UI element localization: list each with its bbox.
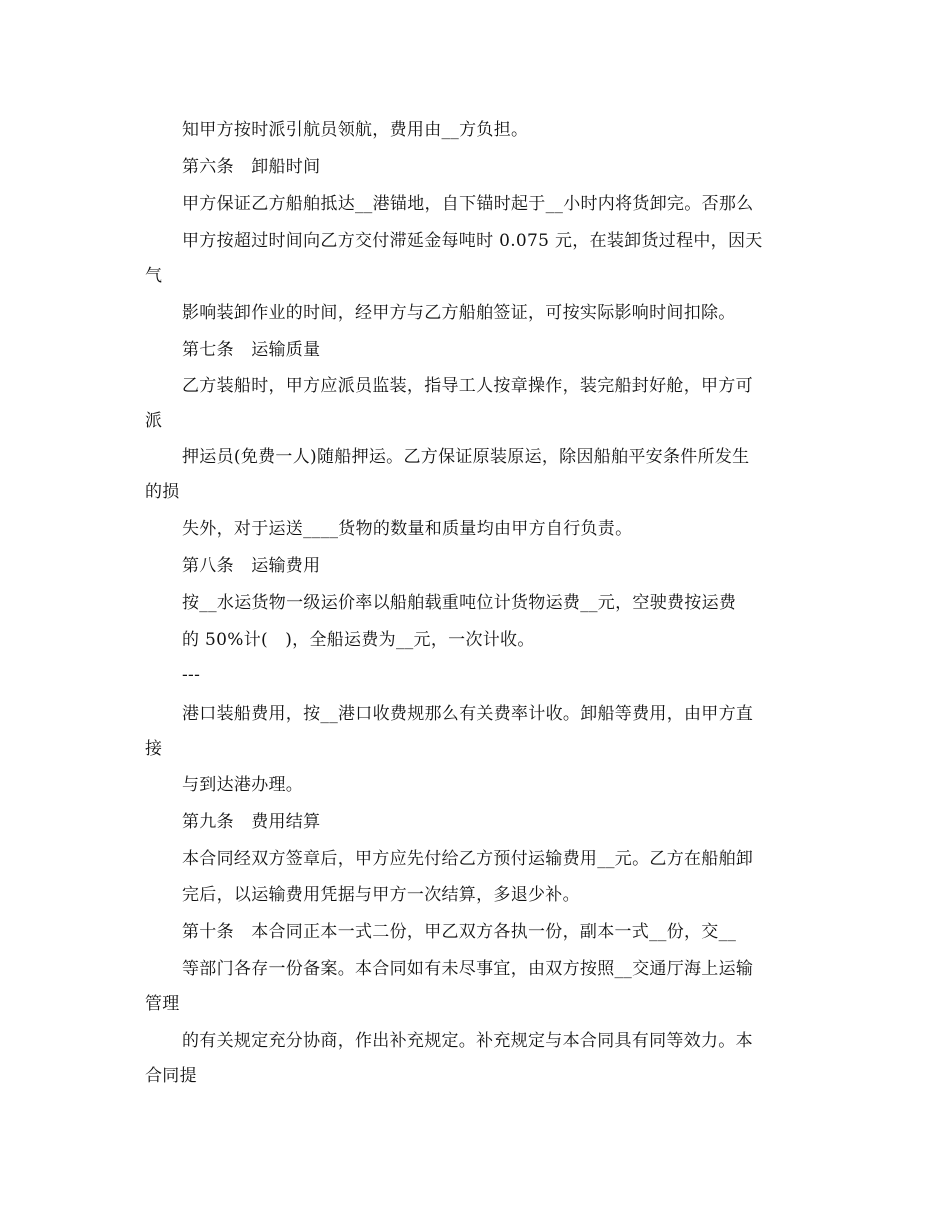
article-heading: 第八条 运输费用 bbox=[182, 556, 321, 576]
text-line-wrap: 合同提 bbox=[145, 1066, 197, 1086]
text-line: 知甲方按时派引航员领航，费用由__方负担。 bbox=[182, 120, 529, 140]
text-line: 的有关规定充分协商，作出补充规定。补充规定与本合同具有同等效力。本 bbox=[182, 1031, 753, 1051]
text-line: 乙方装船时，甲方应派员监装，指导工人按章操作，装完船封好舱，甲方可 bbox=[182, 376, 753, 396]
text-line: 本合同经双方签章后，甲方应先付给乙方预付运输费用__元。乙方在船舶卸 bbox=[182, 849, 754, 869]
text-line: 与到达港办理。 bbox=[182, 775, 304, 795]
text-line-wrap: 管理 bbox=[145, 994, 180, 1014]
text-line: 失外，对于运送____货物的数量和质量均由甲方自行负责。 bbox=[182, 519, 633, 539]
text-line-wrap: 的损 bbox=[145, 482, 180, 502]
text-line: 的 50%计( )，全船运费为__元，一次计收。 bbox=[182, 630, 535, 650]
text-line-wrap: 气 bbox=[145, 266, 163, 286]
text-line-wrap: 派 bbox=[145, 411, 163, 431]
text-line: 押运员(免费一人)随船押运。乙方保证原装原运，除因船舶平安条件所发生 bbox=[182, 447, 750, 467]
text-line: 甲方按超过时间向乙方交付滞延金每吨时 0.075 元，在装卸货过程中，因天 bbox=[182, 231, 763, 251]
separator-text: --- bbox=[182, 665, 201, 685]
text-line: 按__水运货物一级运价率以船舶载重吨位计货物运费__元，空驶费按运费 bbox=[182, 593, 737, 613]
text-line: 甲方保证乙方船舶抵达__港锚地，自下锚时起于__小时内将货卸完。否那么 bbox=[182, 194, 754, 214]
text-line: 完后，以运输费用凭据与甲方一次结算，多退少补。 bbox=[182, 885, 580, 905]
article-heading: 第六条 卸船时间 bbox=[182, 157, 321, 177]
article-heading: 第十条 本合同正本一式二份，甲乙双方各执一份，副本一式__份，交__ bbox=[182, 922, 737, 942]
text-line: 影响装卸作业的时间，经甲方与乙方船舶签证，可按实际影响时间扣除。 bbox=[182, 303, 736, 323]
text-line: 等部门各存一份备案。本合同如有未尽事宜，由双方按照__交通厅海上运输 bbox=[182, 959, 754, 979]
article-heading: 第九条 费用结算 bbox=[182, 812, 321, 832]
text-line: 港口装船费用，按__港口收费规那么有关费率计收。卸船等费用，由甲方直 bbox=[182, 704, 754, 724]
text-line-wrap: 接 bbox=[145, 739, 163, 759]
article-heading: 第七条 运输质量 bbox=[182, 340, 321, 360]
